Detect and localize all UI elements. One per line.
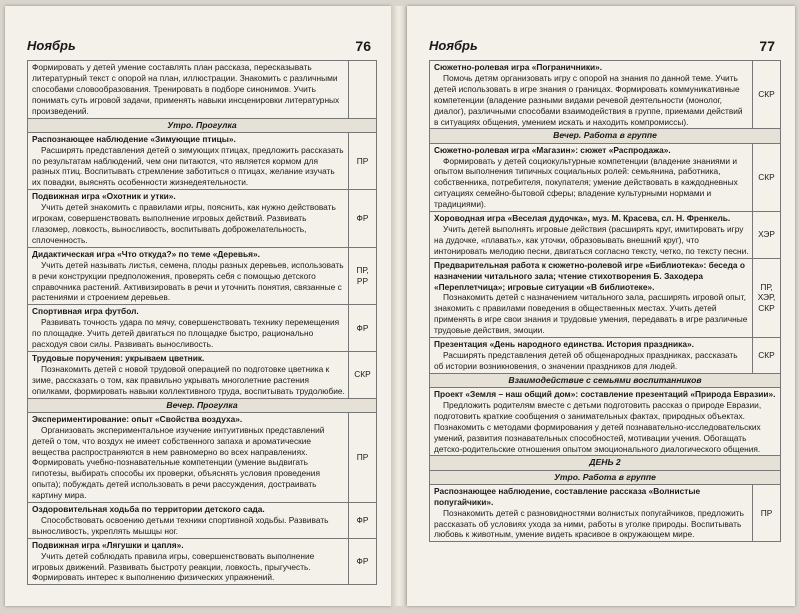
page-number: 76 <box>355 38 371 54</box>
section-heading: Утро. Прогулка <box>28 118 376 132</box>
row-body: Организовать экспериментальное изучение интуитивных представлений детей о том, что воздух не имеет собственного запаха и ароматические вещества распространяются в нем равномерно во всех направлениях. Формировать учебно-познавательные компетенции (умение выдвигать гипотезы, выбирать способы их проверки, объяснять условия проведения опыта); побуждать детей использовать в речи рассуждения, достраивать картину мира. <box>32 424 325 501</box>
table-row <box>28 189 376 247</box>
section-heading: Вечер. Прогулка <box>28 398 376 412</box>
row-title: Дидактическая игра «Что откуда?» по теме «Деревья». <box>32 248 260 259</box>
area-code: ПР, РР <box>348 248 376 305</box>
row-title: Распознающее наблюдение, составление рассказа «Волнистые попугайчики». <box>434 485 701 507</box>
area-code <box>348 61 376 118</box>
row-title: Трудовые поручения: укрываем цветник. <box>32 352 205 363</box>
row-body: Учить детей знакомить с правилами игры, пояснить, как нужно действовать игрокам, совершенствовать выполнение игровых действий. Развивать глазомер, ловкость, выносливость, воспитывать доброжелательность, сплоченность. <box>32 202 336 245</box>
row-body: Формировать у детей социокультурные компетенции (владение знаниями и опытом выполнения типичных социальных ролей: семьянина, работника, собственника, потребителя, покупателя; умение действовать в каждодневных ситуациях семейно-бытовой сферы; владение культурными нормами и традициями). <box>434 155 738 210</box>
row-body: Расширять представления детей о зимующих птицах, предложить рассказать по результатам наблюдений, чем они питаются, что является кормом для разных птиц. Воспитывать стремление заботиться о птицах, желание изучать их повадки, выяснять особенности жизнедеятельности. <box>32 144 344 188</box>
area-code: СКР <box>752 338 780 373</box>
row-title: Оздоровительная ходьба по территории детского сада. <box>32 504 265 515</box>
page-number: 77 <box>759 38 775 54</box>
row-body: Познакомить детей с разновидностями волнистых попугайчиков, предложить рассказать об условиях ухода за ними, работы в уголке природы. Воспитывать любовь к животным, умение видеть красивое в окружающем мире. <box>434 507 744 540</box>
row-body: Развивать точность удара по мячу, совершенствовать технику перемещения по площадке. Учить детей двигаться по площадке быстро, рационально расходуя свои силы. Развивать выносливость. <box>32 317 340 350</box>
section-heading: Утро. Работа в группе <box>430 470 780 484</box>
right-page <box>407 6 795 606</box>
table-row <box>28 61 376 118</box>
area-code: СКР <box>752 144 780 211</box>
row-title: Экспериментирование: опыт «Свойства воздуха». <box>32 413 243 424</box>
table-row <box>430 387 780 455</box>
area-code: ФР <box>348 503 376 538</box>
row-body: Формировать у детей умение составлять план рассказа, пересказывать литературный текст с опорой на план, иллюстрации. Знакомить с различными способами словообразования. Тренировать в подборе синонимов. Учить понимать суть игровой задачи, применять навыки инсценировки литературных произведений. <box>32 62 340 116</box>
section-heading: Взаимодействие с семьями воспитанников <box>430 373 780 387</box>
table-row <box>430 258 780 337</box>
area-code: СКР <box>348 352 376 398</box>
area-code: ХЭР <box>752 212 780 258</box>
table-row <box>28 132 376 190</box>
section-heading: ДЕНЬ 2 <box>430 455 780 469</box>
row-title: Проект «Земля – наш общий дом»: составление презентаций «Природа Евразии». <box>434 388 776 399</box>
row-title: Подвижная игра «Охотник и утки». <box>32 191 176 202</box>
area-code: ПР <box>348 133 376 190</box>
table-row <box>28 538 376 585</box>
left-page-header <box>27 38 377 58</box>
table-row <box>28 247 376 305</box>
row-body: Познакомить детей с назначением читального зала, расширять игровой опыт, знакомить с правилами поведения в общественных местах. Учить детей применять в игре свои знания и трудовые умения, передавать в игре различные трудовые действия, эмоции. <box>434 292 748 336</box>
right-page-header <box>429 38 781 58</box>
row-body: Познакомить детей с новой трудовой операцией по подготовке цветника к зиме, рассказать о том, как правильно укрывать многолетние растения опилками, формировать навыки коллективного труда, воспитывать трудолюбие. <box>32 363 345 396</box>
table-row <box>28 304 376 351</box>
area-code: ПР <box>348 413 376 502</box>
row-title: Сюжетно-ролевая игра «Пограничники». <box>434 62 603 72</box>
table-row <box>430 337 780 373</box>
section-heading: Вечер. Работа в группе <box>430 128 780 142</box>
left-plan-table <box>27 60 377 585</box>
table-row <box>28 351 376 398</box>
month-heading: Ноябрь <box>429 38 478 53</box>
area-code: ФР <box>348 539 376 585</box>
row-body: Способствовать освоению детьми техники спортивной ходьбы. Развивать выносливость, укреплять мышцы ног. <box>32 514 329 536</box>
area-code: ПР <box>752 485 780 542</box>
area-code: ФР <box>348 305 376 351</box>
book-spine <box>391 6 407 606</box>
row-title: Хороводная игра «Веселая дудочка», муз. М. Красева, сл. Н. Френкель. <box>434 213 731 224</box>
row-title: Сюжетно-ролевая игра «Магазин»: сюжет «Распродажа». <box>434 144 671 155</box>
row-title: Предварительная работа к сюжетно-ролевой игре «Библиотека»: беседа о назначении читального зала; чтение стихотворения Б. Заходера «Переплетчица»; игровые ситуации «В библиотеке». <box>434 259 745 292</box>
table-row <box>28 412 376 502</box>
row-title: Распознающее наблюдение «Зимующие птицы». <box>32 133 236 144</box>
right-plan-table <box>429 60 781 542</box>
row-title: Презентация «День народного единства. История праздника». <box>434 339 694 350</box>
area-code: ФР <box>348 190 376 247</box>
area-code: СКР <box>752 61 780 128</box>
table-row <box>430 61 780 128</box>
left-page <box>5 6 391 606</box>
row-body: Учить детей выполнять игровые действия (расширять круг, имитировать игру на дудочке, «плавать», как уточки, образовывать внешний круг), что интонировать мелодию песни, двигаться согласно тексту, четко, по тексту песни. <box>434 223 749 256</box>
table-row <box>28 502 376 538</box>
row-body: Помочь детям организовать игру с опорой на знания по данной теме. Учить детей использовать в игре знания о границах. Формировать коммуникативные компетенции (владение разными видами речевой деятельности (монолог, диалог), различными способами взаимодействия в группе, приемами действий в ситуациях общения, умением искать и находить компромиссы). <box>434 72 743 127</box>
table-row <box>430 143 780 211</box>
row-body: Предложить родителям вместе с детьми подготовить рассказ о природе Евразии, подготовить краткие сообщения о занимательных фактах, природных объектах. Познакомить с методами формирования у детей познавательно-исследовательских умений, развития познавательных способностей, мотивации учения. Обогащать детско-родительские отношения опытом эмоционального диалогического общения. <box>434 399 762 454</box>
table-row <box>430 484 780 542</box>
area-code: ПР, ХЭР, СКР <box>752 259 780 337</box>
row-body: Учить детей соблюдать правила игры, совершенствовать выполнение игровых движений. Развивать быстроту реакции, ловкость, прыгучесть. Формировать интерес к выполнению физических упражнений. <box>32 550 315 583</box>
table-row <box>430 211 780 258</box>
month-heading: Ноябрь <box>27 38 76 53</box>
row-body: Учить детей называть листья, семена, плоды разных деревьев, использовать в речи конструкции предположения, проверять себя с помощью детского справочника растений. Активизировать в речи и уточнить понятия, связанные с растениями и строением деревьев. <box>32 259 344 303</box>
row-title: Подвижная игра «Лягушки и цапля». <box>32 539 184 550</box>
row-title: Спортивная игра футбол. <box>32 306 139 317</box>
row-body: Расширять представления детей об общенародных праздниках, рассказать об истории возникновения, о значении праздников для людей. <box>434 349 738 371</box>
